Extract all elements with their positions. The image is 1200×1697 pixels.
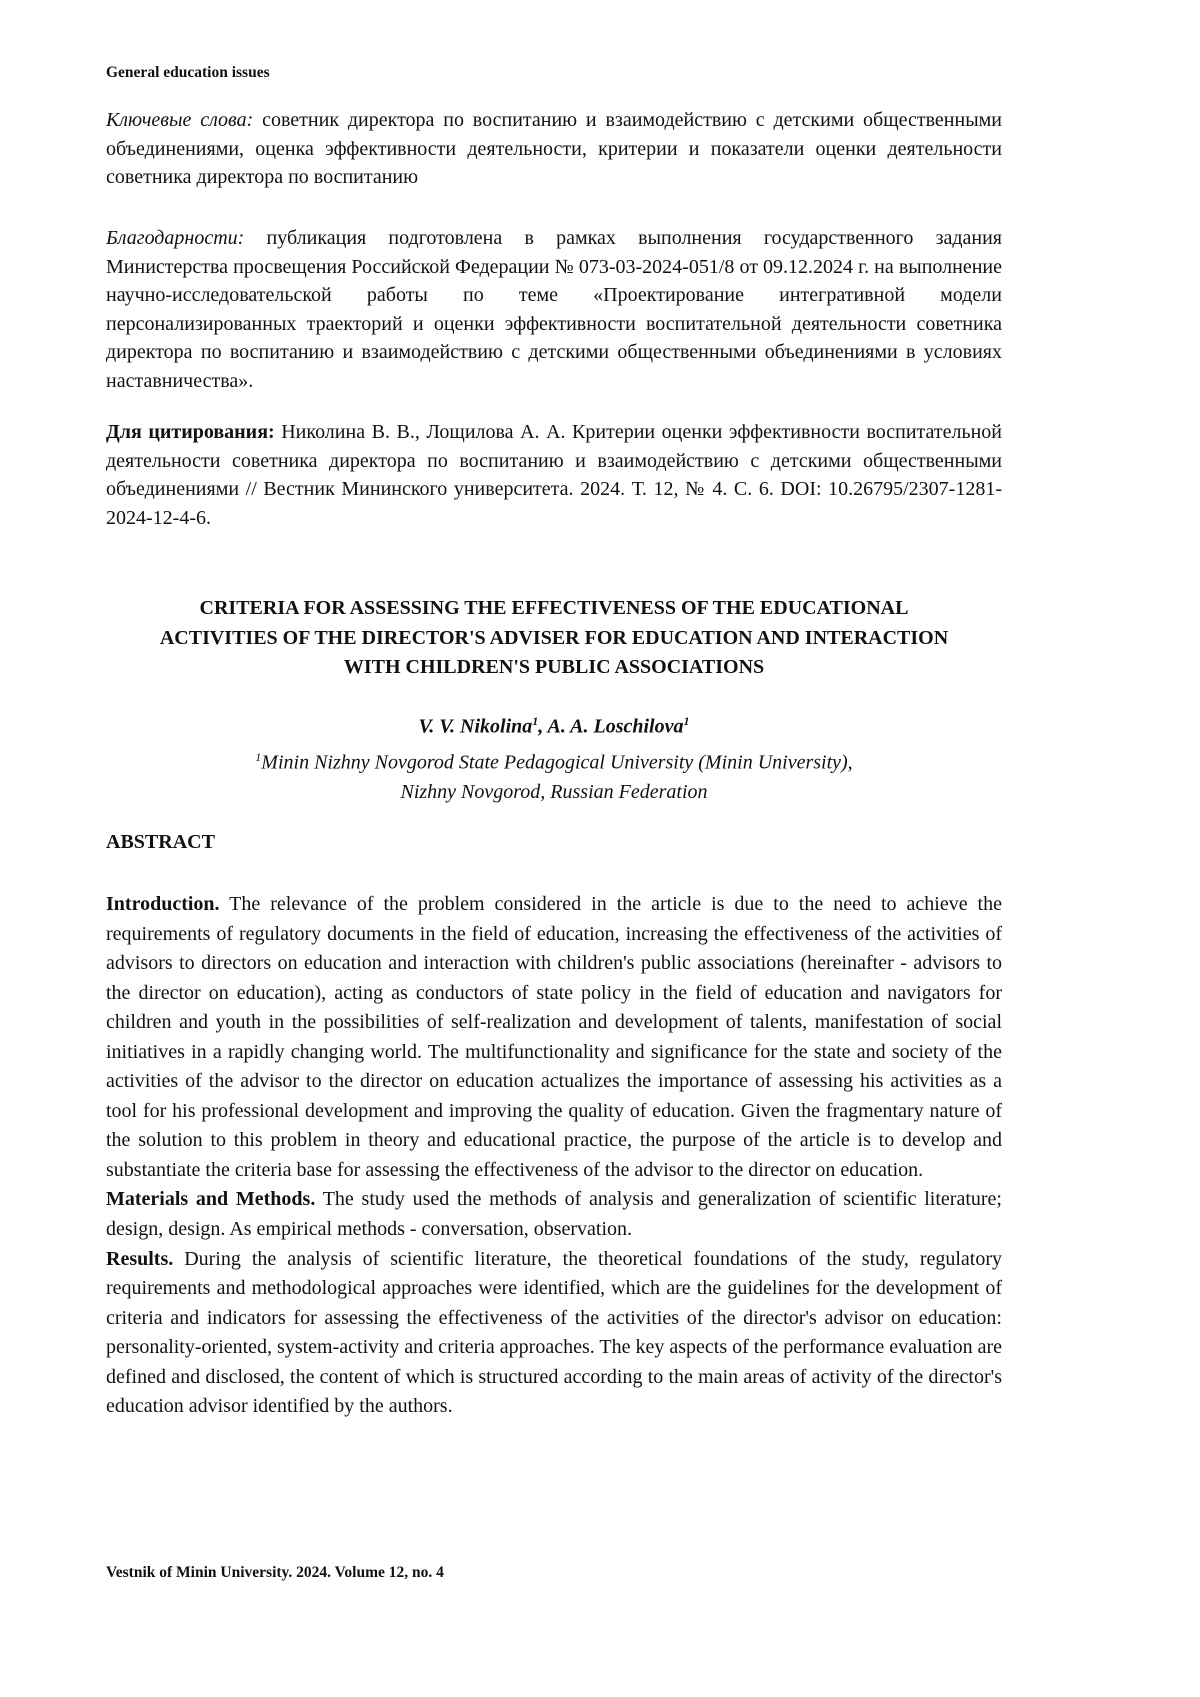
section-label: Introduction. <box>106 893 220 915</box>
running-head: General education issues <box>106 64 270 82</box>
citation-paragraph <box>106 418 1002 532</box>
keywords-text: советник директора по воспитанию и взаимодействию с детскими общественными объединениями, оценка эффективности деятельности, критерии и показатели оценки деятельности советника директора по воспитанию <box>106 109 1002 188</box>
affiliation-line: Nizhny Novgorod, Russian Federation <box>106 778 1002 808</box>
abstract-body <box>106 890 1002 1422</box>
author-name: V. V. Nikolina <box>419 716 533 738</box>
citation-text: Николина В. В., Лощилова А. А. Критерии оценки эффективности воспитательной деятельности советника директора по воспитанию и взаимодействию с детскими общественными объединениями // Вестник Мининского университета. 2024. Т. 12, № 4. С. 6. DOI: 10.26795/2307-1281-2024-12-4-6. <box>106 421 1002 529</box>
keywords-label: Ключевые слова: <box>106 109 253 131</box>
section-text: During the analysis of scientific literature, the theoretical foundations of the study, regulatory requirements and methodological approaches were identified, which are the guidelines for the development of criteria and indicators for assessing the effectiveness of the activities of the director's advisor on education: personality-oriented, system-activity and criteria approaches. The key aspects of the performance evaluation are defined and disclosed, the content of which is structured according to the main areas of activity of the director's education advisor identified by the authors. <box>106 1248 1002 1418</box>
abstract-methods <box>106 1185 1002 1244</box>
title-line: WITH CHILDREN'S PUBLIC ASSOCIATIONS <box>106 653 1002 683</box>
author-name: A. A. Loschilova <box>548 716 684 738</box>
abstract-results <box>106 1245 1002 1422</box>
author-affiliation-mark: 1 <box>683 714 689 728</box>
authors: V. V. Nikolina1, A. A. Loschilova1 <box>106 714 1002 739</box>
article-title <box>106 594 1002 683</box>
title-line: CRITERIA FOR ASSESSING THE EFFECTIVENESS OF THE EDUCATIONAL <box>106 594 1002 624</box>
affiliation <box>106 743 1002 808</box>
affiliation-mark: 1 <box>255 750 261 764</box>
page-footer: Vestnik of Minin University. 2024. Volume 12, no. 4 <box>106 1564 444 1582</box>
acknowledgements-label: Благодарности: <box>106 227 244 249</box>
section-label: Results. <box>106 1248 173 1270</box>
title-line: ACTIVITIES OF THE DIRECTOR'S ADVISER FOR EDUCATION AND INTERACTION <box>106 624 1002 654</box>
abstract-introduction <box>106 890 1002 1185</box>
author-affiliation-mark: 1 <box>532 714 538 728</box>
keywords-paragraph <box>106 106 1002 192</box>
section-label: Materials and Methods. <box>106 1188 315 1210</box>
affiliation-line: Minin Nizhny Novgorod State Pedagogical University (Minin University), <box>261 752 852 774</box>
acknowledgements-text: публикация подготовлена в рамках выполнения государственного задания Министерства просвещения Российской Федерации № 073-03-2024-051/8 от 09.12.2024 г. на выполнение научно-исследовательской работы по теме «Проектирование интегративной модели персонализированных траекторий и оценки эффективности воспитательной деятельности советника директора по воспитанию и взаимодействию с детскими общественными объединениями в условиях наставничества». <box>106 227 1002 392</box>
abstract-heading: ABSTRACT <box>106 831 215 854</box>
citation-label: Для цитирования: <box>106 421 275 443</box>
section-text: The study used the methods of analysis and generalization of scientific literature; design, design. As empirical methods - conversation, observation. <box>106 1188 1002 1240</box>
acknowledgements-paragraph <box>106 224 1002 396</box>
section-text: The relevance of the problem considered in the article is due to the need to achieve the requirements of regulatory documents in the field of education, increasing the effectiveness of the activities of advisors to directors on education and interaction with children's public associations (hereinafter - advisors to the director on education), acting as conductors of state policy in the field of education and navigators for children and youth in the possibilities of self-realization and development of talents, manifestation of social initiatives in a rapidly changing world. The multifunctionality and significance for the state and society of the activities of the advisor to the director on education actualizes the importance of assessing his activities as a tool for his professional development and improving the quality of education. Given the fragmentary nature of the solution to this problem in theory and educational practice, the purpose of the article is to develop and substantiate the criteria base for assessing the effectiveness of the advisor to the director on education. <box>106 893 1002 1181</box>
